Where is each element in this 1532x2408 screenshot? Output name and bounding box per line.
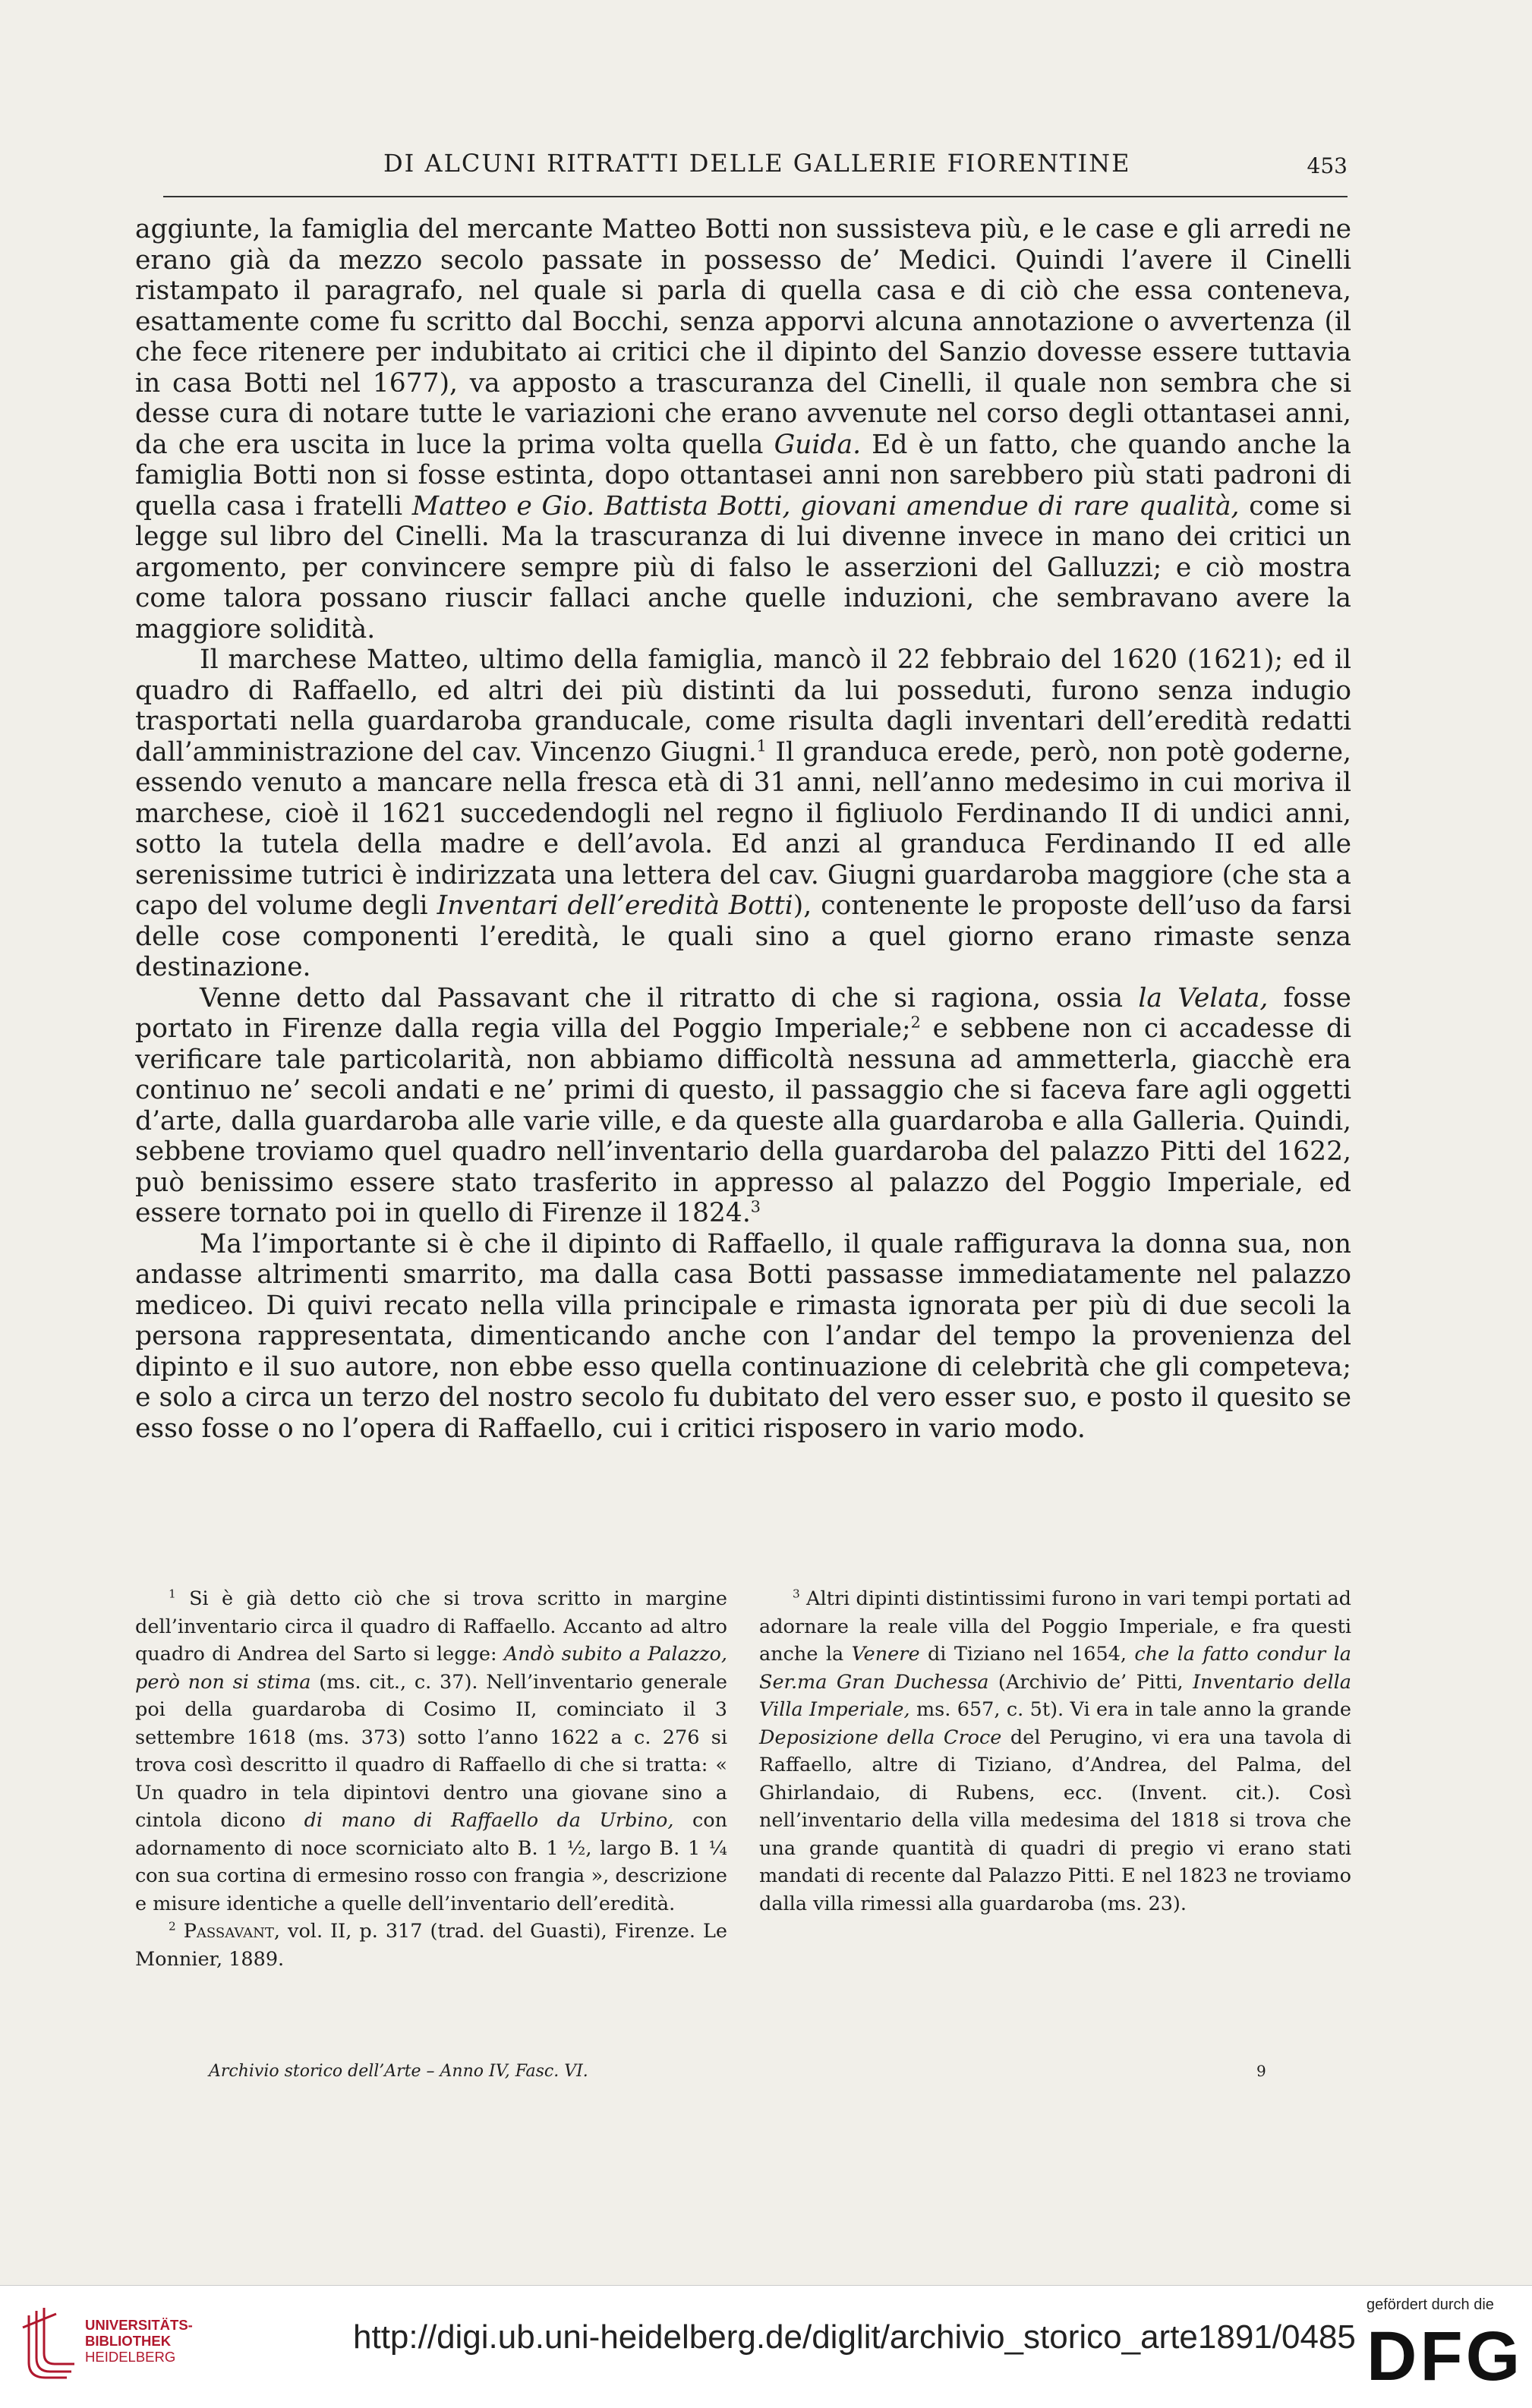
footnotes-right-column (759, 1585, 1351, 1918)
paragraph-2: Il marchese Matteo, ultimo della famiglia, mancò il 22 febbraio del 1620 (1621); ed il quadro di Raffaello, ed altri dei più distinti da lui posseduti, furono senza indugio trasportati nella guardaroba granducale, come risulta dagli inventari dell’eredità redatti dall’amministrazione del cav. Vincenzo Giugni.$^1$ Il granduca erede, però, non potè goderne, essendo venuto a mancare nella fresca età di 31 anni, nell’anno medesimo in cui moriva il marchese, cioè il 1621 succedendogli nel regno il figliuolo Ferdinando II di undici anni, sotto la tutela della madre e dell’avola. Ed anzi al granduca Ferdinando II ed alle serenissime tutrici è indirizzata una lettera del cav. Giugni guardaroba maggiore (che sta a capo del volume degli Inventari dell’eredità Botti), contenente le proposte dell’uso da farsi delle cose componenti l’eredità, le quali sino a quel giorno erano rimaste senza destinazione. (135, 645, 1352, 982)
dfg-logo[interactable]: DFG (1367, 2318, 1524, 2395)
signature-mark: 9 (1256, 2062, 1266, 2080)
body-text (135, 214, 1351, 1444)
sponsor-label: gefördert durch die (1367, 2296, 1494, 2313)
running-title: DI ALCUNI RITRATTI DELLE GALLERIE FIORENTINE (383, 149, 1131, 178)
footnote-3: $^3$ Altri dipinti distintissimi furono in vari tempi portati ad adornare la reale villa del Poggio Imperiale, e fra questi anche la Venere di Tiziano nel 1654, che la fatto condur la Ser.ma Gran Duchessa (Archivio de’ Pitti, Inventario della Villa Imperiale, ms. 657, c. 5t). Vi era in tale anno la grande Deposizione della Croce del Perugino, vi era una tavola di Raffaello, altre di Tiziano, d’Andrea, del Palma, del Ghirlandaio, di Rubens, ecc. (Invent. cit.). Così nell’inventario della villa medesima del 1818 si trova che una grande quantità di quadri di pregio vi erano stati mandati di recente dal Palazzo Pitti. E nel 1823 ne troviamo dalla villa rimessi alla guardaroba (ms. 23). (759, 1587, 1352, 1915)
page-number: 453 (1307, 153, 1348, 178)
paragraph-1: aggiunte, la famiglia del mercante Matteo Botti non sussisteva più, e le case e gli arredi ne erano già da mezzo secolo passate in possesso de’ Medici. Quindi l’avere il Cinelli ristampato il paragrafo, nel quale si parla di quella casa e di ciò che essa conteneva, esattamente come fu scritto dal Bocchi, senza apporvi alcuna annotazione o avvertenza (il che fece ritenere per indubitato ai critici che il dipinto del Sanzio dovesse essere tuttavia in casa Botti nel 1677), va apposto a trascuranza del Cinelli, il quale non sembra che si desse cura di notare tutte le variazioni che erano avvenute nel corso degli ottantasei anni, da che era uscita in luce la prima volta quella Guida. Ed è un fatto, che quando anche la famiglia Botti non si fosse estinta, dopo ottantasei anni non sarebbero più stati padroni di quella casa i fratelli Matteo e Gio. Battista Botti, giovani amendue di rare qualità, come si legge sul libro del Cinelli. Ma la trascuranza di lui divenne invece in mano dei critici un argomento, per convincere sempre più di falso le asserzioni del Galluzzi; e ciò mostra come talora possano riuscir fallaci anche quelle induzioni, che sembravano avere la maggiore solidità. (135, 214, 1352, 645)
footnote-2: $^2$ Passavant, vol. II, p. 317 (trad. del Guasti), Firenze. Le Monnier, 1889. (135, 1919, 727, 1971)
header-rule (163, 196, 1348, 197)
paragraph-4: Ma l’importante si è che il dipinto di Raffaello, il quale raffigurava la donna sua, non andasse altrimenti smarrito, ma dalla casa Botti passasse immediatamente nel palazzo mediceo. Di quivi recato nella villa principale e rimasta ignorata per più di due secoli la persona rappresentata, dimenticando anche con l’andar del tempo la provenienza del dipinto e il suo autore, non ebbe esso quella continuazione di celebrità che gli competeva; e solo a circa un terzo del nostro secolo fu dubitato del vero esser suo, e posto il quesito se esso fosse o no l’opera di Raffaello, cui i critici risposero in vario modo. (135, 1228, 1351, 1444)
paragraph-3: Venne detto dal Passavant che il ritratto di che si ragiona, ossia la Velata, fosse portato in Firenze dalla regia villa del Poggio Imperiale;$^2$ e sebbene non ci accadesse di verificare tale particolarità, non abbiamo difficoltà nessuna ad ammetterla, giacchè era continuo ne’ secoli andati e ne’ primi di questo, il passaggio che si faceva fare agli oggetti d’arte, dalla guardaroba alle varie ville, e da queste alla guardaroba e alla Galleria. Quindi, sebbene troviamo quel quadro nell’inventario della guardaroba del palazzo Pitti del 1622, può benissimo essere stato trasferito in appresso al palazzo del Poggio Imperiale, ed essere tornato poi in quello di Firenze il 1824.$^3$ (135, 982, 1352, 1228)
footnotes-left-column (135, 1585, 727, 1973)
footnote-1: $^1$ Si è già detto ciò che si trova scritto in margine dell’inventario circa il quadro di Raffaello. Accanto ad altro quadro di Andrea del Sarto si legge: Andò subito a Palazzo, però non si stima (ms. cit., c. 37). Nell’inventario generale poi della guardaroba di Cosimo II, cominciato il 3 settembre 1618 (ms. 373) sotto l’anno 1622 a c. 276 si trova così descritto il quadro di Raffaello di che si tratta: « Un quadro in tela dipintovi dentro una giovane sino a cintola dicono di mano di Raffaello da Urbino, con adornamento di noce scorniciato alto B. 1 ½, largo B. 1 ¼ con sua cortina di ermesino rosso con frangia », descrizione e misure identiche a quelle dell’inventario dell’eredità. (135, 1587, 727, 1915)
footnote-ref-1[interactable]: 1 (756, 736, 767, 755)
footnote-ref-3[interactable]: 3 (750, 1197, 761, 1216)
permalink-url[interactable]: http://digi.ub.uni-heidelberg.de/diglit/archivio_storico_arte1891/0485 (353, 2318, 1356, 2356)
university-library-logo-icon[interactable] (14, 2305, 79, 2381)
footnote-ref-2[interactable]: 2 (910, 1013, 921, 1032)
page-header (163, 149, 1348, 179)
journal-footer: Archivio storico dell’Arte – Anno IV, Fasc. VI. (209, 2062, 588, 2081)
university-library-name: UNIVERSITÄTS- BIBLIOTHEK HEIDELBERG (85, 2317, 193, 2365)
